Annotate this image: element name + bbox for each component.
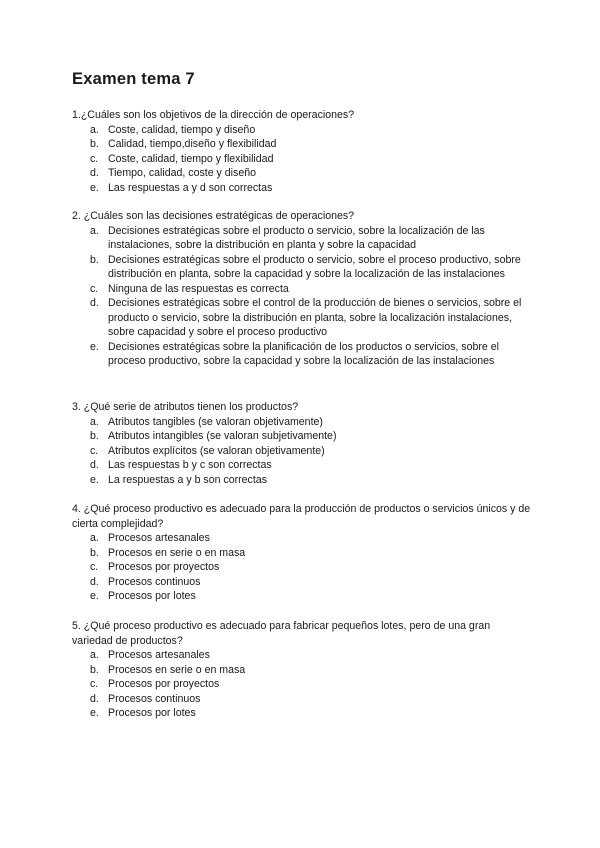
question-text: 2. ¿Cuáles son las decisiones estratégicas de operaciones?: [72, 210, 355, 222]
option-item: [72, 415, 532, 430]
option-letter: e.: [90, 473, 99, 486]
option-letter: e.: [90, 181, 99, 194]
option-item: [72, 224, 532, 253]
option-letter: c.: [90, 444, 99, 457]
option-letter: b.: [90, 430, 99, 442]
option-letter: d.: [90, 297, 99, 309]
option-letter: a.: [90, 123, 99, 136]
option-item: [72, 181, 532, 196]
option-list: [72, 123, 532, 196]
option-item: [72, 458, 532, 473]
option-item: [72, 444, 532, 459]
question-text: 4. ¿Qué proceso productivo es adecuado para la producción de productos o servicios únicos y de cierta complejidad?: [72, 503, 531, 530]
option-text: Coste, calidad, tiempo y diseño: [108, 123, 256, 136]
option-text: Procesos por lotes: [108, 590, 196, 602]
option-list: [72, 415, 532, 488]
option-item: [72, 429, 532, 444]
option-letter: b.: [90, 663, 99, 676]
option-item: [72, 473, 532, 488]
option-text: Procesos artesanales: [108, 649, 210, 661]
option-item: [72, 166, 532, 181]
option-text: Procesos continuos: [108, 575, 201, 588]
question-5: [72, 619, 532, 721]
option-text: Procesos por lotes: [108, 707, 196, 719]
option-text: Tiempo, calidad, coste y diseño: [108, 167, 256, 179]
option-item: [72, 663, 532, 678]
question-2: [72, 209, 532, 369]
option-letter: b.: [90, 546, 99, 559]
option-item: [72, 123, 532, 138]
option-letter: c.: [90, 678, 99, 690]
option-text: Las respuestas a y d son correctas: [108, 181, 273, 194]
option-item: [72, 706, 532, 721]
option-letter: a.: [90, 649, 99, 661]
question-1: [72, 108, 532, 195]
option-text: Coste, calidad, tiempo y flexibilidad: [108, 152, 274, 165]
option-text: Las respuestas b y c son correctas: [108, 459, 272, 471]
option-letter: e.: [90, 590, 99, 602]
option-letter: d.: [90, 575, 99, 588]
option-list: [72, 648, 532, 721]
option-letter: b.: [90, 253, 99, 266]
option-letter: a.: [90, 415, 99, 428]
question-4: [72, 502, 532, 604]
option-text: Atributos tangibles (se valoran objetivamente): [108, 415, 323, 428]
option-letter: a.: [90, 224, 99, 237]
option-letter: d.: [90, 459, 99, 471]
option-letter: c.: [90, 152, 99, 165]
option-item: [72, 253, 532, 282]
option-text: Decisiones estratégicas sobre el producto o servicio, sobre el proceso productivo, sobre distribución en planta, sobre la capacidad y sobre la localización de las instalaciones: [108, 253, 521, 280]
option-letter: b.: [90, 138, 99, 150]
option-item: [72, 648, 532, 663]
option-list: [72, 224, 532, 369]
option-text: Calidad, tiempo,diseño y flexibilidad: [108, 138, 277, 150]
option-text: Decisiones estratégicas sobre el producto o servicio, sobre la localización de las instalaciones, sobre la distribución en planta y sobre la capacidad: [108, 224, 485, 251]
option-letter: c.: [90, 282, 99, 295]
option-text: Decisiones estratégicas sobre la planificación de los productos o servicios, sobre el proceso productivo, sobre la capacidad y sobre la localización de las instalaciones: [108, 340, 499, 367]
question-text: 5. ¿Qué proceso productivo es adecuado para fabricar pequeños lotes, pero de una gran variedad de productos?: [72, 620, 491, 647]
option-item: [72, 589, 532, 604]
option-text: Decisiones estratégicas sobre el control de la producción de bienes o servicios, sobre el producto o servicio, sobre la distribución en planta, sobre la localización instalaciones, sobre capacidad y sobre el proceso productivo: [108, 297, 522, 338]
page-title: Examen tema 7: [72, 70, 195, 88]
option-letter: a.: [90, 532, 99, 544]
option-letter: c.: [90, 561, 99, 573]
option-item: [72, 692, 532, 707]
option-text: Procesos por proyectos: [108, 678, 220, 690]
question-text: 1.¿Cuáles son los objetivos de la dirección de operaciones?: [72, 109, 355, 121]
option-text: Ninguna de las respuestas es correcta: [108, 282, 289, 295]
question-3: [72, 400, 532, 487]
option-text: La respuestas a y b son correctas: [108, 473, 267, 486]
option-letter: d.: [90, 692, 99, 705]
option-text: Procesos por proyectos: [108, 561, 220, 573]
option-text: Procesos artesanales: [108, 532, 210, 544]
option-text: Atributos intangibles (se valoran subjetivamente): [108, 430, 337, 442]
option-item: [72, 677, 532, 692]
option-letter: e.: [90, 340, 99, 353]
option-item: [72, 296, 532, 340]
option-item: [72, 152, 532, 167]
option-item: [72, 575, 532, 590]
option-item: [72, 531, 532, 546]
option-text: Procesos en serie o en masa: [108, 546, 246, 559]
option-list: [72, 531, 532, 604]
option-letter: d.: [90, 167, 99, 179]
question-text: 3. ¿Qué serie de atributos tienen los productos?: [72, 401, 299, 413]
option-text: Procesos en serie o en masa: [108, 663, 246, 676]
option-item: [72, 282, 532, 297]
option-text: Atributos explícitos (se valoran objetivamente): [108, 444, 325, 457]
option-item: [72, 560, 532, 575]
option-item: [72, 546, 532, 561]
option-item: [72, 137, 532, 152]
option-item: [72, 340, 532, 369]
option-text: Procesos continuos: [108, 692, 201, 705]
option-letter: e.: [90, 707, 99, 719]
